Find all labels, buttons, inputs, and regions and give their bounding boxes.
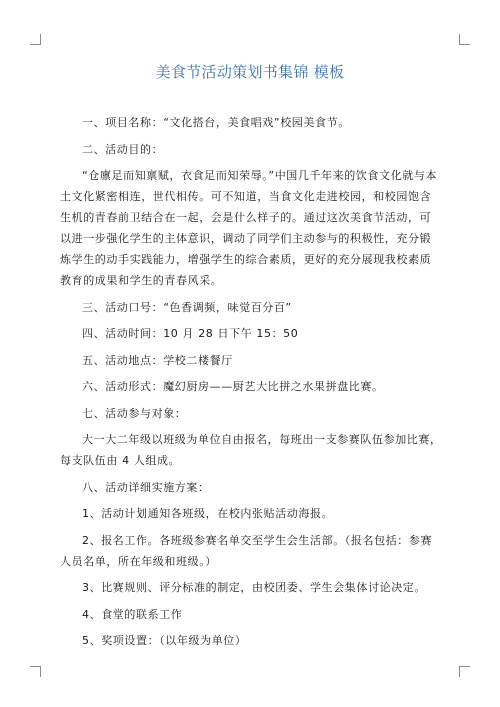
- paragraph-slogan: 三、活动口号：“色香调频，味觉百分百”: [82, 300, 292, 314]
- paragraph-participants-body: 大一大二年级以班级为单位自由报名，每班出一支参赛队伍参加比赛，每支队伍由 4 人组成。: [60, 433, 442, 467]
- paragraph-purpose-heading: 二、活动目的：: [82, 142, 164, 156]
- document-title: 美食节活动策划书集锦 模板: [155, 63, 345, 81]
- crop-mark-top-left: [30, 34, 41, 45]
- paragraph-project-name: 一、项目名称：“文化搭台，美食唱戏”校园美食节。: [82, 116, 350, 129]
- paragraph-plan-heading: 八、活动详细实施方案：: [82, 480, 210, 494]
- paragraph-purpose-body: “仓廪足而知禀赋，衣食足而知荣辱。”中国几千年来的饮食文化就与本土文化紧密相连，世代相传。可不知道，当食文化走进校园，和校园饱含生机的青春前卫结合在一起，会是什么样子的。通过这次美食节活动，可以进一步强化学生的主体意识，调动了同学们主动参与的积极性，充分锻炼学生的动手实践能力，增强学生的综合素质，更好的充分展现我校素质教育的成果和学生的青春风采。: [60, 169, 438, 287]
- paragraph-plan-item-4: 4、食堂的联系工作: [82, 607, 183, 621]
- paragraph-participants-heading: 七、活动参与对象：: [82, 406, 187, 420]
- document-body: [60, 112, 442, 657]
- paragraph-plan-item-2: 2、报名工作。各班级参赛名单交至学生会生活部。（报名包括：参赛人员名单，所在年级和班级。）: [60, 533, 433, 568]
- paragraph-plan-item-5: 5、奖项设置：（以年级为单位）: [82, 634, 247, 647]
- paragraph-time: 四、活动时间：10 月 28 日下午 15：50: [82, 327, 299, 340]
- crop-mark-bottom-right: [459, 666, 470, 677]
- paragraph-format: 六、活动形式：魔幻厨房——厨艺大比拼之水果拼盘比赛。: [82, 380, 384, 393]
- paragraph-plan-item-3: 3、比赛规则、评分标准的制定，由校团委、学生会集体讨论决定。: [82, 581, 426, 594]
- paragraph-location: 五、活动地点：学校二楼餐厅: [82, 353, 233, 367]
- crop-mark-top-right: [459, 34, 470, 45]
- paragraph-plan-item-1: 1、活动计划通知各班级，在校内张贴活动海报。: [82, 507, 334, 520]
- crop-mark-bottom-left: [30, 666, 41, 677]
